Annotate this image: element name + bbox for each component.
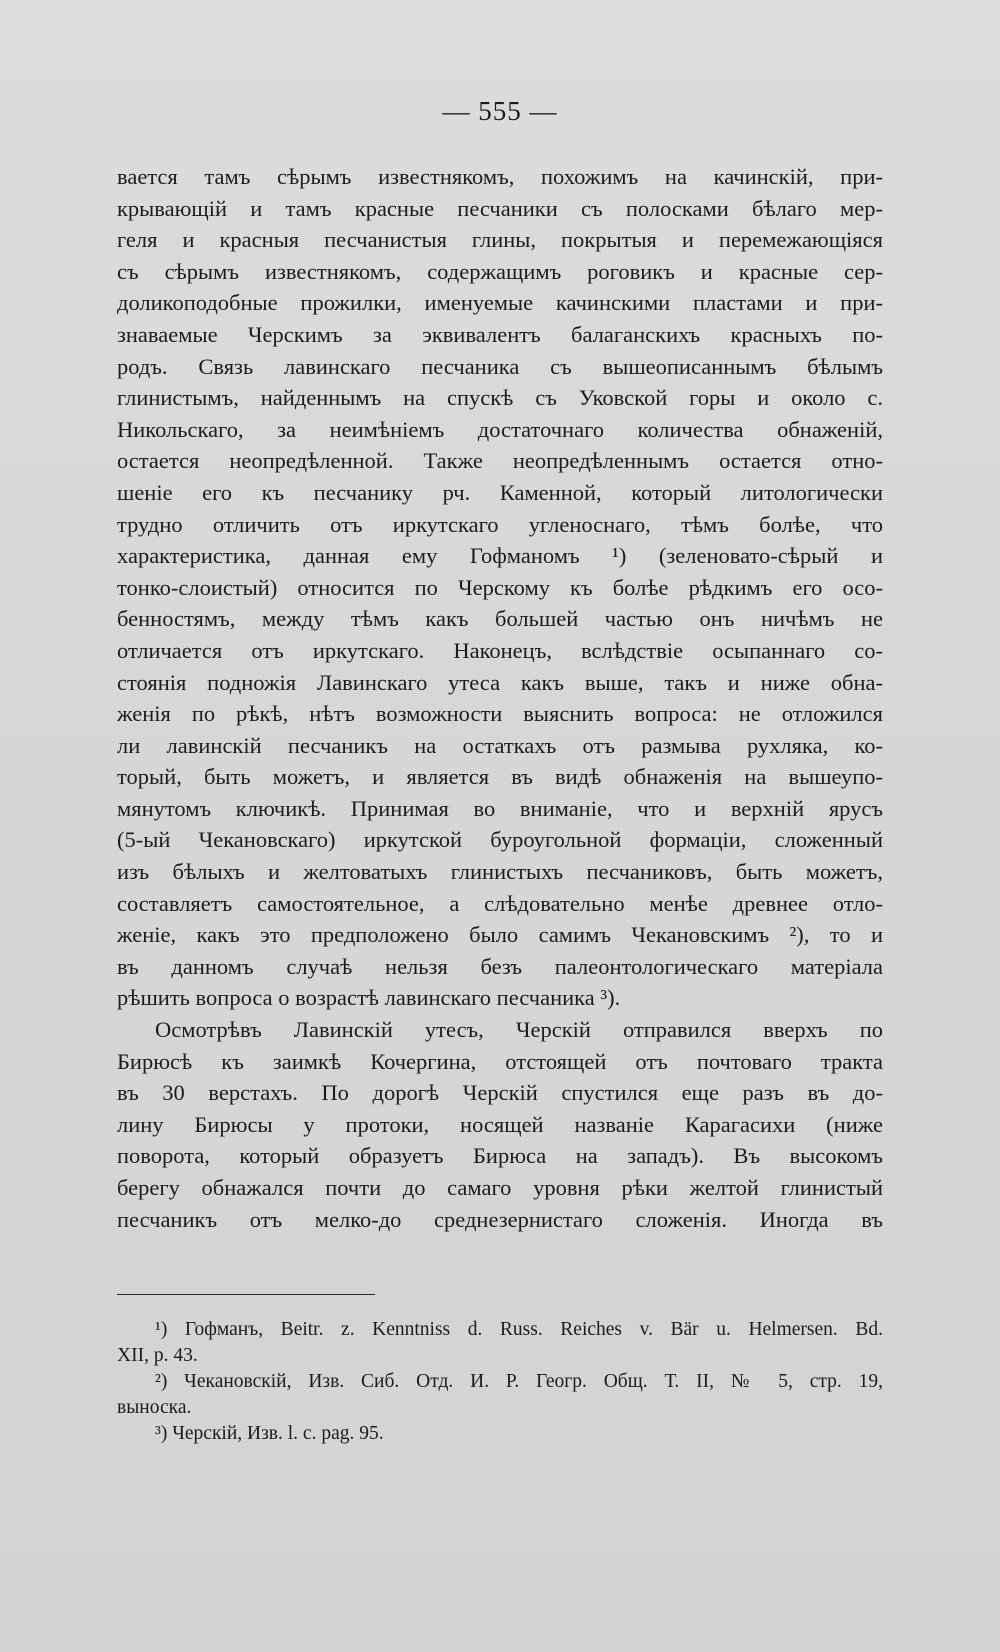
text-line: изъ бѣлыхъ и желтоватыхъ глинистыхъ песчаниковъ, быть можетъ, (117, 859, 883, 885)
text-line: тонко-слоистый) относится по Черскому къ болѣе рѣдкимъ его осо- (117, 574, 883, 600)
text-line: въ 30 верстахъ. По дорогѣ Черскій спустился еще разъ въ до- (117, 1080, 883, 1106)
body-text (117, 161, 883, 1235)
text-line: торый, быть можетъ, и является въ видѣ обнаженія на вышеупо- (117, 764, 883, 790)
paragraph-first-line: Осмотрѣвъ Лавинскій утесъ, Черскій отправился вверхъ по (155, 1017, 883, 1043)
text-line: составляетъ самостоятельное, а слѣдовательно менѣе древнее отло- (117, 890, 883, 916)
footnote-1-continued: XII, p. 43. (117, 1345, 198, 1366)
footnote-2: ²) Чекановскій, Изв. Сиб. Отд. И. Р. Геогр. Общ. Т. II, № 5, стр. 19, (155, 1371, 883, 1392)
text-line: въ данномъ случаѣ нельзя безъ палеонтологическаго матеріала (117, 953, 883, 979)
text-line: родъ. Связь лавинскаго песчаника съ вышеописаннымъ бѣлымъ (117, 353, 883, 379)
footnotes (117, 1317, 883, 1447)
text-line: знаваемые Черскимъ за эквивалентъ балаганскихъ красныхъ по- (117, 321, 883, 347)
text-line: трудно отличить отъ иркутскаго угленоснаго, тѣмъ болѣе, что (117, 511, 883, 537)
text-line: стоянія подножія Лавинскаго утеса какъ выше, такъ и ниже обна- (117, 669, 883, 695)
text-line: бенностямъ, между тѣмъ какъ большей частью онъ ничѣмъ не (117, 606, 883, 632)
text-line: берегу обнажался почти до самаго уровня рѣки желтой глинистый (117, 1175, 883, 1200)
text-line: Бирюсѣ къ заимкѣ Кочергина, отстоящей отъ почтоваго тракта (117, 1048, 883, 1074)
text-line: шеніе его къ песчанику рч. Каменной, который литологически (117, 479, 883, 505)
footnote-3: ³) Черскій, Изв. l. c. pag. 95. (155, 1423, 384, 1444)
text-line: характеристика, данная ему Гофманомъ ¹) (зеленовато-сѣрый и (117, 543, 883, 569)
text-line: глинистымъ, найденнымъ на спускѣ съ Уковской горы и около с. (117, 385, 883, 411)
text-line: лину Бирюсы у протоки, носящей названіе Карагасихи (ниже (117, 1111, 883, 1137)
text-line: женія по рѣкѣ, нѣтъ возможности выяснить вопроса: не отложился (117, 701, 883, 727)
text-line: крывающій и тамъ красные песчаники съ полосками бѣлаго мер- (117, 195, 883, 221)
footnote-divider (117, 1294, 375, 1295)
text-line: (5-ый Чекановскаго) иркутской буроугольной формаціи, сложенный (117, 827, 883, 853)
text-line: мянутомъ ключикѣ. Принимая во вниманіе, что и верхній ярусъ (117, 795, 883, 821)
text-line: доликоподобные прожилки, именуемые качинскими пластами и при- (117, 290, 883, 316)
text-line: вается тамъ сѣрымъ известнякомъ, похожимъ на качинскій, при- (117, 164, 883, 189)
text-line: песчаникъ отъ мелко-до среднезернистаго сложенія. Иногда въ (117, 1206, 883, 1232)
text-line: рѣшить вопроса о возрастѣ лавинскаго песчаника ³). (117, 985, 621, 1011)
page-number: — 555 — (442, 96, 558, 126)
text-line: остается неопредѣленной. Также неопредѣленнымъ остается отно- (117, 448, 883, 474)
text-line: отличается отъ иркутскаго. Наконецъ, вслѣдствіе осыпаннаго со- (117, 637, 883, 663)
footnote-1: ¹) Гофманъ, Beitr. z. Kenntniss d. Russ. Reiches v. Bär u. Helmersen. Bd. (155, 1319, 883, 1340)
text-line: съ сѣрымъ известнякомъ, содержащимъ роговикъ и красные сер- (117, 258, 883, 284)
footnote-2-continued: выноска. (117, 1397, 192, 1418)
text-line: Никольскаго, за неимѣніемъ достаточнаго количества обнаженій, (117, 416, 883, 442)
text-line: поворота, который образуетъ Бирюса на западъ). Въ высокомъ (117, 1143, 883, 1169)
text-line: женіе, какъ это предположено было самимъ Чекановскимъ ²), то и (117, 922, 883, 948)
text-line: ли лавинскій песчаникъ на остаткахъ отъ размыва рухляка, ко- (117, 732, 883, 758)
text-line: геля и красныя песчанистыя глины, покрытыя и перемежающіяся (117, 227, 883, 253)
